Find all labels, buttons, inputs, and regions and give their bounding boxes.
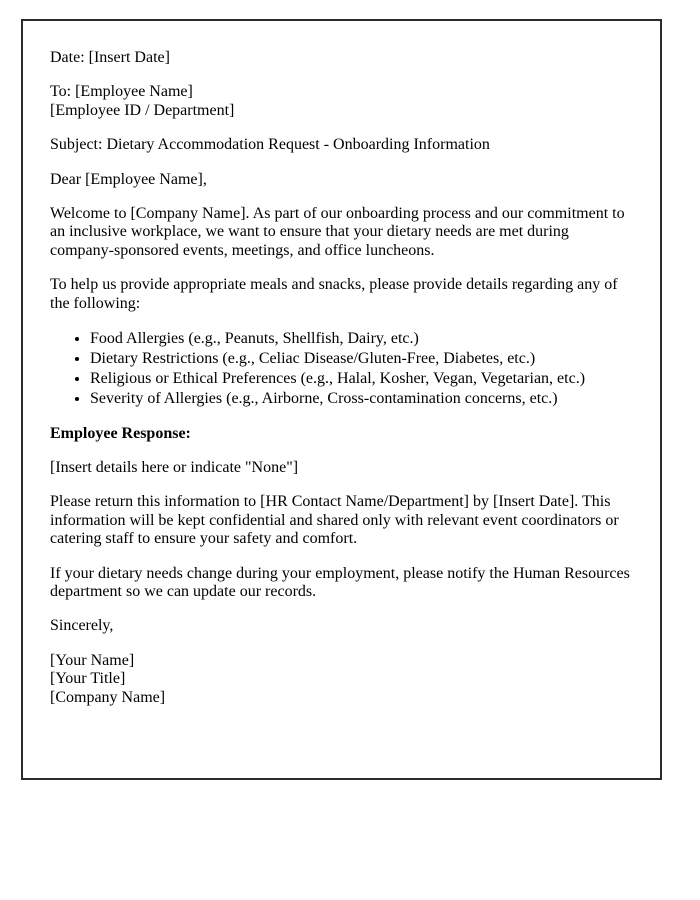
- list-item-dietary-restrictions: • Dietary Restrictions (e.g., Celiac Disease/Gluten-Free, Diabetes, etc.): [90, 349, 636, 368]
- salutation: Dear [Employee Name],: [50, 170, 207, 188]
- department-line: [Employee ID / Department]: [50, 101, 235, 119]
- list-item-food-allergies: • Food Allergies (e.g., Peanuts, Shellfish, Dairy, etc.): [90, 329, 636, 348]
- paragraph-welcome: Welcome to [Company Name]. As part of our onboarding process and our commitment to an inclusive workplace, we want to ensure that your dietary needs are met during company-sponsored events, meetings, and office luncheons.: [50, 204, 625, 259]
- to-line: To: [Employee Name]: [50, 83, 193, 101]
- signature-block: [50, 652, 636, 707]
- signature-name: [Your Name]: [50, 651, 135, 669]
- letter-container: [21, 19, 662, 780]
- employee-response-heading: Employee Response:: [50, 424, 191, 442]
- list-item-allergy-severity: • Severity of Allergies (e.g., Airborne, Cross-contamination concerns, etc.): [90, 389, 636, 408]
- paragraph-return-info: Please return this information to [HR Contact Name/Department] by [Insert Date]. This information will be kept confidential and shared only with relevant event coordinators or catering staff to ensure your safety and comfort.: [50, 493, 619, 548]
- response-placeholder: [Insert details here or indicate "None"]: [50, 459, 299, 477]
- signature-company: [Company Name]: [50, 688, 166, 706]
- recipient-block: [50, 83, 636, 120]
- closing: Sincerely,: [50, 617, 114, 635]
- signature-title: [Your Title]: [50, 670, 126, 688]
- paragraph-request: To help us provide appropriate meals and snacks, please provide details regarding any of the following:: [50, 276, 618, 312]
- list-item-religious-preferences: • Religious or Ethical Preferences (e.g., Halal, Kosher, Vegan, Vegetarian, etc.): [90, 369, 636, 388]
- dietary-detail-list: [50, 329, 636, 409]
- date-line: Date: [Insert Date]: [50, 49, 170, 66]
- paragraph-change-notice: If your dietary needs change during your employment, please notify the Human Resources department so we can update our records.: [50, 564, 630, 600]
- subject-line: Subject: Dietary Accommodation Request - Onboarding Information: [50, 136, 490, 154]
